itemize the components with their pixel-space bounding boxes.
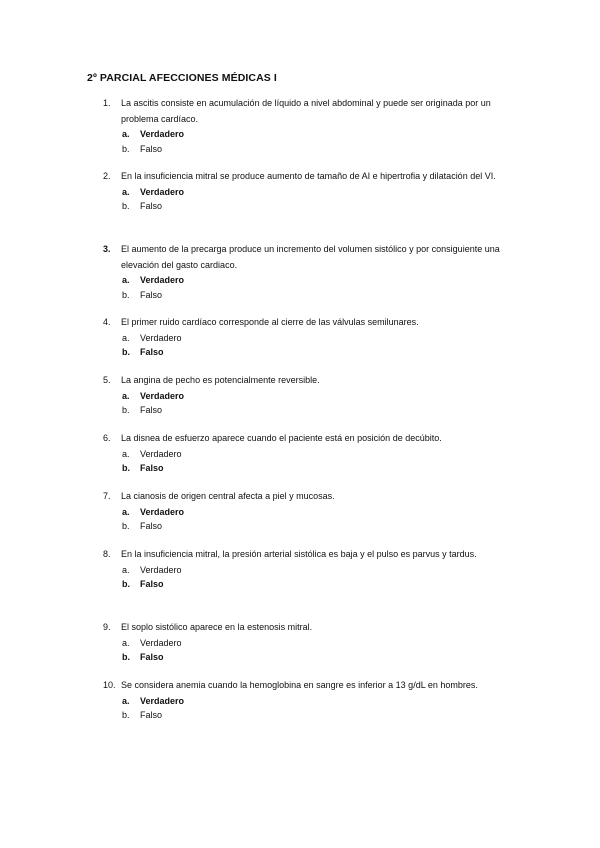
option-letter: a. <box>122 448 130 459</box>
question-number: 8. <box>103 549 111 559</box>
question-header <box>103 242 523 273</box>
question-header <box>103 678 523 694</box>
question-8 <box>103 547 523 592</box>
question-9 <box>103 620 523 665</box>
question-header <box>103 547 523 563</box>
option-b <box>103 345 523 360</box>
question-text: El aumento de la precarga produce un incremento del volumen sistólico y por consiguiente una elevación del gasto cardiaco. <box>121 244 500 270</box>
question-header <box>103 620 523 636</box>
option-b <box>103 650 523 665</box>
question-4 <box>103 315 523 360</box>
option-a <box>103 694 523 709</box>
option-label: Verdadero <box>140 637 182 648</box>
option-a <box>103 505 523 520</box>
question-text: El primer ruido cardíaco corresponde al cierre de las válvulas semilunares. <box>121 317 419 327</box>
option-letter: a. <box>122 695 130 706</box>
option-label: Verdadero <box>140 129 185 139</box>
question-header <box>103 96 523 127</box>
option-letter: b. <box>122 405 130 415</box>
question-number: 6. <box>103 433 111 443</box>
question-10 <box>103 678 523 723</box>
option-letter: b. <box>122 710 130 720</box>
option-letter: b. <box>122 347 130 357</box>
option-label: Verdadero <box>140 390 185 401</box>
option-label: Falso <box>140 347 164 357</box>
option-a <box>103 447 523 462</box>
question-number: 10. <box>103 680 116 690</box>
option-label: Verdadero <box>140 564 182 575</box>
option-a <box>103 273 523 288</box>
question-text: La ascitis consiste en acumulación de líquido a nivel abdominal y puede ser originada por un problema cardíaco. <box>121 98 491 124</box>
option-letter: a. <box>122 506 130 517</box>
page-title: 2º PARCIAL AFECCIONES MÉDICAS I <box>87 72 277 84</box>
option-label: Verdadero <box>140 506 185 517</box>
question-2 <box>103 169 523 214</box>
option-label: Falso <box>140 579 164 589</box>
question-text: La disnea de esfuerzo aparece cuando el paciente está en posición de decúbito. <box>121 433 442 443</box>
option-label: Falso <box>140 652 164 662</box>
question-6 <box>103 431 523 476</box>
question-text: El soplo sistólico aparece en la estenosis mitral. <box>121 622 313 632</box>
question-number: 1. <box>103 98 111 108</box>
question-text: Se considera anemia cuando la hemoglobina en sangre es inferior a 13 g/dL en hombres. <box>121 680 478 690</box>
option-label: Falso <box>140 289 163 300</box>
question-header <box>103 373 523 389</box>
option-b <box>103 577 523 592</box>
option-a <box>103 389 523 404</box>
option-letter: b. <box>122 143 130 154</box>
option-a <box>103 185 523 200</box>
option-label: Verdadero <box>140 332 182 343</box>
option-letter: b. <box>122 579 130 589</box>
option-b <box>103 461 523 476</box>
option-letter: a. <box>122 564 130 575</box>
option-label: Falso <box>140 710 163 720</box>
option-label: Falso <box>140 201 163 211</box>
option-label: Falso <box>140 143 163 154</box>
question-header <box>103 315 523 331</box>
question-text: En la insuficiencia mitral, la presión arterial sistólica es baja y el pulso es parvus y tardus. <box>121 549 477 559</box>
option-label: Verdadero <box>140 186 185 197</box>
option-a <box>103 563 523 578</box>
option-b <box>103 142 523 157</box>
option-label: Verdadero <box>140 448 182 459</box>
question-text: La angina de pecho es potencialmente reversible. <box>121 375 320 385</box>
question-number: 7. <box>103 491 111 501</box>
question-number: 5. <box>103 375 111 385</box>
question-number: 9. <box>103 622 111 632</box>
option-label: Falso <box>140 463 164 473</box>
option-letter: a. <box>122 332 130 343</box>
option-letter: a. <box>122 275 130 285</box>
option-letter: b. <box>122 521 130 531</box>
option-letter: b. <box>122 201 130 211</box>
question-header <box>103 169 523 185</box>
option-b <box>103 708 523 723</box>
question-header <box>103 489 523 505</box>
question-text: En la insuficiencia mitral se produce aumento de tamaño de AI e hipertrofia y dilatación del VI. <box>121 171 496 181</box>
option-b <box>103 288 523 303</box>
option-letter: b. <box>122 463 130 473</box>
option-a <box>103 636 523 651</box>
question-number: 4. <box>103 317 111 327</box>
question-text: La cianosis de origen central afecta a piel y mucosas. <box>121 491 335 501</box>
option-label: Verdadero <box>140 695 185 706</box>
option-a <box>103 331 523 346</box>
option-letter: b. <box>122 289 130 300</box>
option-label: Falso <box>140 405 163 415</box>
question-number: 2. <box>103 171 111 181</box>
option-a <box>103 127 523 142</box>
question-1 <box>103 96 523 156</box>
option-label: Falso <box>140 521 163 531</box>
option-letter: b. <box>122 652 130 662</box>
question-3 <box>103 242 523 302</box>
question-number: 3. <box>103 244 111 254</box>
option-b <box>103 519 523 534</box>
question-5 <box>103 373 523 418</box>
option-b <box>103 199 523 214</box>
question-7 <box>103 489 523 534</box>
option-letter: a. <box>122 390 130 401</box>
option-letter: a. <box>122 129 130 139</box>
option-letter: a. <box>122 186 130 197</box>
option-label: Verdadero <box>140 275 185 285</box>
option-letter: a. <box>122 637 130 648</box>
question-header <box>103 431 523 447</box>
option-b <box>103 403 523 418</box>
